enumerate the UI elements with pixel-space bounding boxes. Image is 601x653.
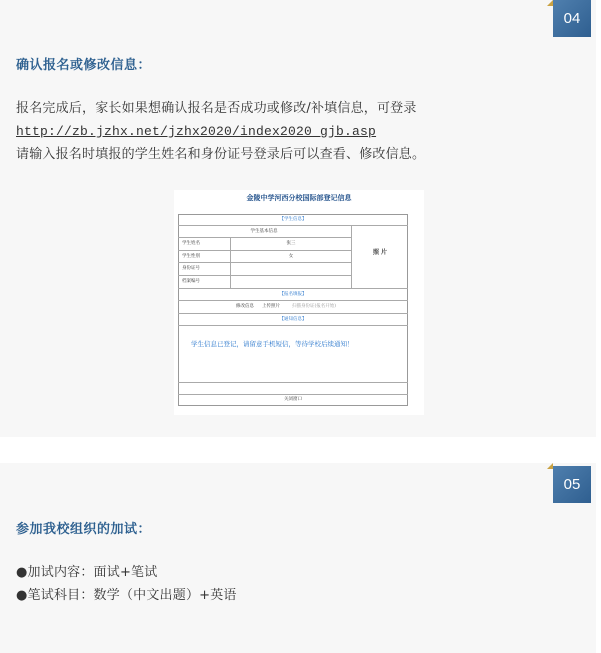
divider (178, 382, 408, 383)
paragraph-line: 报名完成后，家长如果想确认报名是否成功或修改/补填信息，可登录 (16, 101, 417, 116)
row-value-gender: 女 (288, 254, 294, 259)
registration-link-line (16, 120, 376, 143)
section-notice-label: 【通知信息】 (279, 317, 307, 322)
list-item: ●笔试科目：数学（中文出题）+英语 (16, 588, 237, 603)
registration-link[interactable]: http://zb.jzhx.net/jzhx2020/index2020_gjb.asp (16, 124, 377, 139)
divider (178, 250, 351, 251)
row-label-name: 学生姓名 (182, 241, 200, 246)
photo-label: 照 片 (372, 249, 388, 256)
divider (178, 325, 408, 326)
row-value-name: 张三 (286, 241, 296, 246)
step-5-card (0, 463, 596, 653)
divider (351, 225, 352, 288)
upload-hint: 扫描身份证(报名开始) (292, 304, 337, 309)
upload-photo-label: 上传照片 (262, 304, 280, 309)
divider (178, 300, 408, 301)
section-title: 确认报名或修改信息： (16, 58, 152, 73)
step-badge: 05 (553, 466, 591, 503)
list-item: ●加试内容：面试+笔试 (16, 565, 158, 580)
section-title: 参加我校组织的加试： (16, 522, 152, 537)
row-label-id: 身份证号 (182, 266, 200, 271)
paragraph-line: 请输入报名时填报的学生姓名和身份证号登录后可以查看、修改信息。 (16, 147, 426, 162)
registration-info-screenshot (174, 190, 424, 415)
notice-text: 学生信息已登记，请留意手机短信，等待学校后续通知！ (191, 340, 354, 348)
divider (178, 275, 351, 276)
row-label-gender: 学生性别 (182, 254, 200, 259)
divider (178, 313, 408, 314)
divider (178, 394, 408, 395)
row-label-file: 档案编号 (182, 279, 200, 284)
divider (178, 262, 351, 263)
screenshot-title: 金陵中学河西分校国际部登记信息 (246, 194, 352, 202)
close-window-button: 关闭窗口 (284, 397, 302, 402)
modify-info-label: 修改信息 (236, 304, 254, 309)
section-upload-label: 【报名填报】 (279, 292, 307, 297)
divider (178, 288, 408, 289)
divider (178, 225, 408, 226)
section-student-label: 【学生信息】 (279, 217, 307, 222)
divider (178, 237, 351, 238)
basic-info-label: 学生基本信息 (250, 229, 278, 234)
step-badge: 04 (553, 0, 591, 37)
